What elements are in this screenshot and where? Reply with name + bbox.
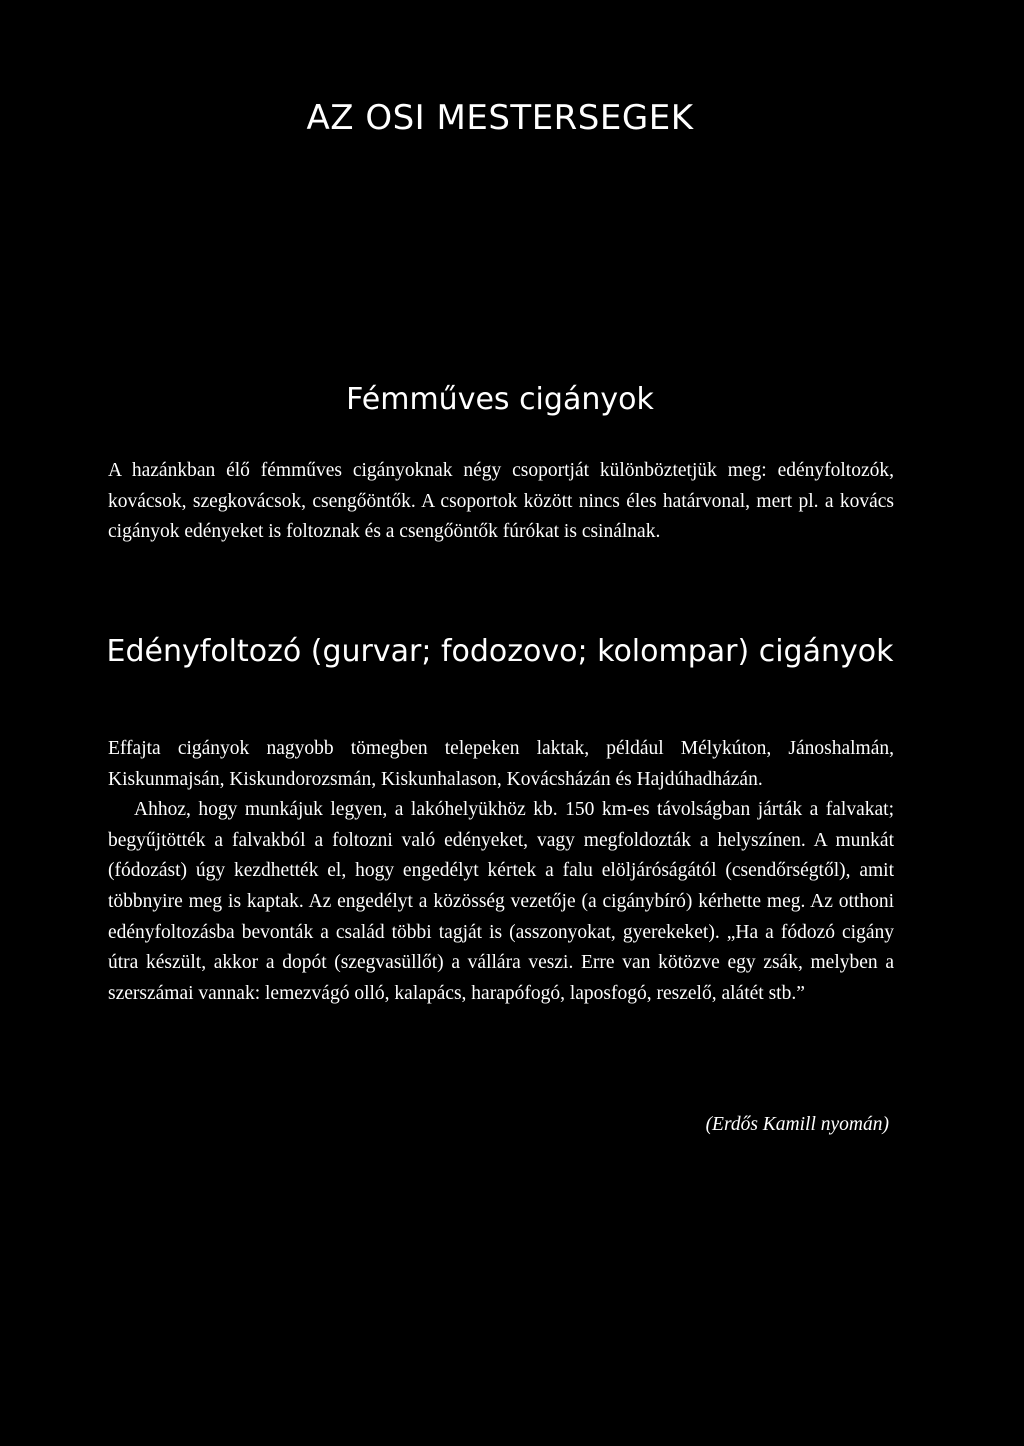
page-title: AZ OSI MESTERSEGEK [306,98,694,138]
section-heading-edenyfoltozo-text: Edényfoltozó (gurvar; fodozovo; kolompar) cigányok [106,634,894,669]
section-heading-edenyfoltozo [0,630,1000,674]
paragraph-work-description: Ahhoz, hogy munkájuk legyen, a lakóhelyükhöz kb. 150 km-es távolságban járták a falvakat; begyűjtötték a falvakból a foltozni való edényeket, vagy megfoldozták a helyszínen. A munkát (fódozást) úgy kezdhették el, hogy engedélyt kértek a falu elöljáróságától (csendőrségtől), amit többnyire meg is kaptak. Az engedélyt a közösség vezetője (a cigánybíró) kérhette meg. Az otthoni edényfoltozásba bevonták a család többi tagját is (asszonyokat, gyerekeket). „Ha a fódozó cigány útra készült, akkor a dopót (szegvasüllőt) a vállára veszi. Erre van kötözve egy zsák, melyben a szerszámai vannak: lemezvágó olló, kalapács, harapófogó, laposfogó, reszelő, alátét stb.” [108,799,894,1004]
paragraph-femmuves-intro: A hazánkban élő fémműves cigányoknak négy csoportját különböztetjük meg: edényfoltozók, kovácsok, szegkovácsok, csengőöntők. A csoportok között nincs éles határvonal, mert pl. a kovács cigányok edényeket is foltoznak és a csengőöntők fúrókat is csinálnak. [108,460,894,543]
section-femmuves-body [108,456,894,548]
section-heading-femmuves: Fémműves cigányok [346,382,654,417]
section-edenyfoltozo-body [108,734,894,1009]
paragraph-settlements: Effajta cigányok nagyobb tömegben telepeken laktak, például Mélykúton, Jánoshalmán, Kiskunmajsán, Kiskundorozsmán, Kiskunhalason, Kovácsházán és Hajdúhadházán. [108,738,894,790]
source-attribution: (Erdős Kamill nyomán) [705,1114,889,1135]
